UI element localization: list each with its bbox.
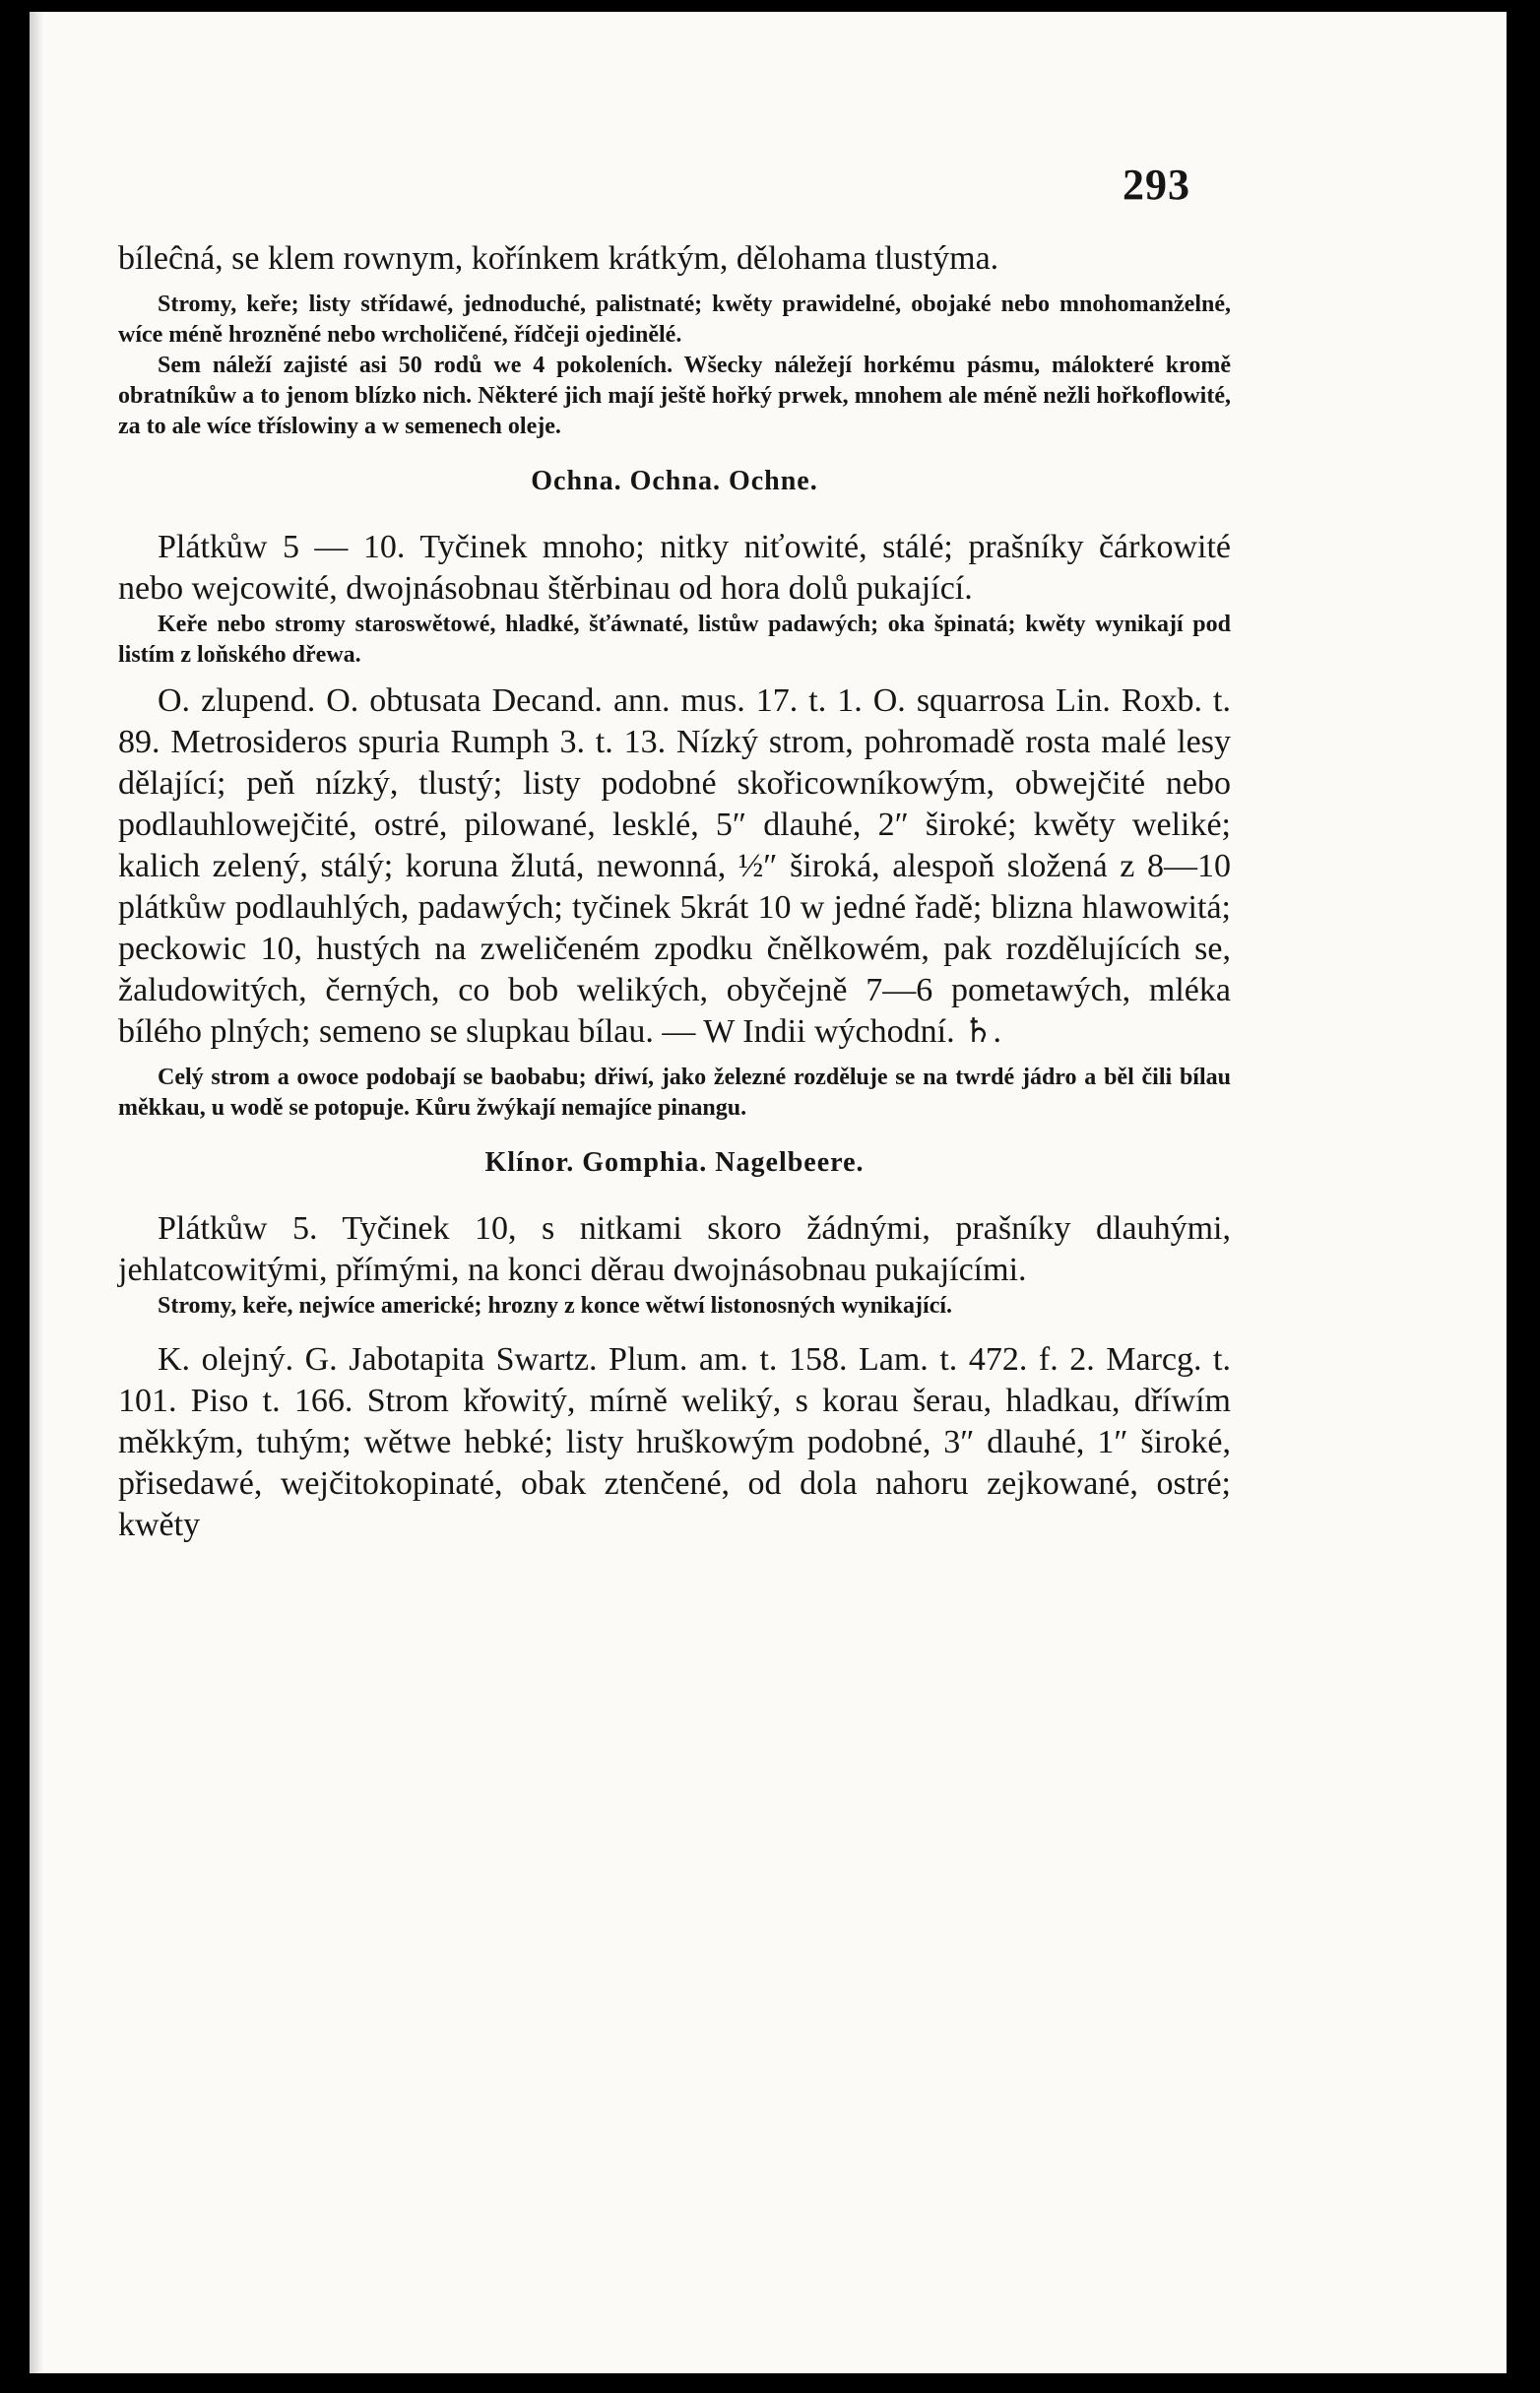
paragraph-ochna-characters: Plátkůw 5 — 10. Tyčinek mnoho; nitky niťowité, stálé; prašníky čárkowité nebo wejcowité, dwojnásobnau štěrbinau od hora dolů pukající.: [118, 529, 1231, 607]
paragraph-ochna-note: Celý strom a owoce podobají se baobabu; dřiwí, jako železné rozděluje se na twrdé jádro a běl čili bílau měkkau, u wodě se potopuje. Kůru žwýkají nemajíce pinangu.: [118, 1065, 1231, 1121]
paragraph-seed-description: bíleĉná, se klem rownym, kořínkem krátkým, dělohama tlustýma.: [118, 240, 999, 277]
page-text: [118, 238, 1231, 1546]
genus-heading-gomphia: Klínor. Gomphia. Nagelbeere.: [484, 1147, 865, 1178]
paragraph-gomphia-habit: Stromy, keře, nejwíce americké; hrozny z konce wětwí listonosných wynikající.: [158, 1293, 953, 1319]
paragraph-gomphia-species: K. olejný. G. Jabotapita Swartz. Plum. am. t. 158. Lam. t. 472. f. 2. Marcg. t. 101. Piso t. 166. Strom křowitý, mírně weliký, s korau šerau, hladkau, dříwím měkkým, tuhým; wětwe hebké; listy hruškowým podobné, 3″ dlauhé, 1″ široké, přisedawé, wejčitokopinaté, obak ztenčené, od dola nahoru zejkowané, ostré; kwěty: [118, 1341, 1231, 1543]
book-page: [30, 12, 1507, 2373]
genus-heading-ochna: Ochna. Ochna. Ochne.: [531, 466, 818, 496]
page-number: 293: [1123, 161, 1190, 209]
paragraph-family-notes: Sem náleží zajisté asi 50 rodů we 4 pokoleních. Wšecky náležejí horkému pásmu, málokteré kromě obratníkůw a to jenom blízko nich. Některé jich mají ještě hořký prwek, mnohem ale méně nežli hořkoflowité, za to ale wíce tříslowiny a w semenech oleje.: [118, 353, 1231, 439]
paragraph-ochna-habit: Keře nebo stromy staroswětowé, hladké, šťáwnaté, listůw padawých; oka špinatá; kwěty wynikají pod listím z loňského dřewa.: [118, 612, 1231, 668]
paragraph-family-characters: Stromy, keře; listy střídawé, jednoduché, palistnaté; kwěty prawidelné, obojaké nebo mnohomanželné, wíce méně hrozněné nebo wrcholičené, řídčeji ojedinělé.: [118, 291, 1231, 348]
paragraph-gomphia-characters: Plátkůw 5. Tyčinek 10, s nitkami skoro žádnými, prašníky dlauhými, jehlatcowitými, přímými, na konci děrau dwojnásobnau pukajícími.: [118, 1210, 1231, 1288]
page-edge-shadow: [30, 12, 43, 2373]
paragraph-ochna-species: O. zlupend. O. obtusata Decand. ann. mus. 17. t. 1. O. squarrosa Lin. Roxb. t. 89. Metrosideros spuria Rumph 3. t. 13. Nízký strom, pohromadě rosta malé lesy dělající; peň nízký, tlustý; listy podobné skořicowníkowým, obwejčité nebo podlauhlowejčité, ostré, pilowané, lesklé, 5″ dlauhé, 2″ široké; kwěty weliké; kalich zelený, stálý; koruna žlutá, newonná, ½″ široká, alespoň složená z 8—10 plátkůw podlauhlých, padawých; tyčinek 5krát 10 w jedné řadě; blizna hlawowitá; peckowic 10, hustých na zweličeném zpodku čnělkowém, pak rozdělujících se, žaludowitých, černých, co bob welikých, obyčejně 7—6 pometawých, mléka bílého plných; semeno se slupkau bílau. — W Indii wýchodní. ♄.: [118, 682, 1231, 1050]
